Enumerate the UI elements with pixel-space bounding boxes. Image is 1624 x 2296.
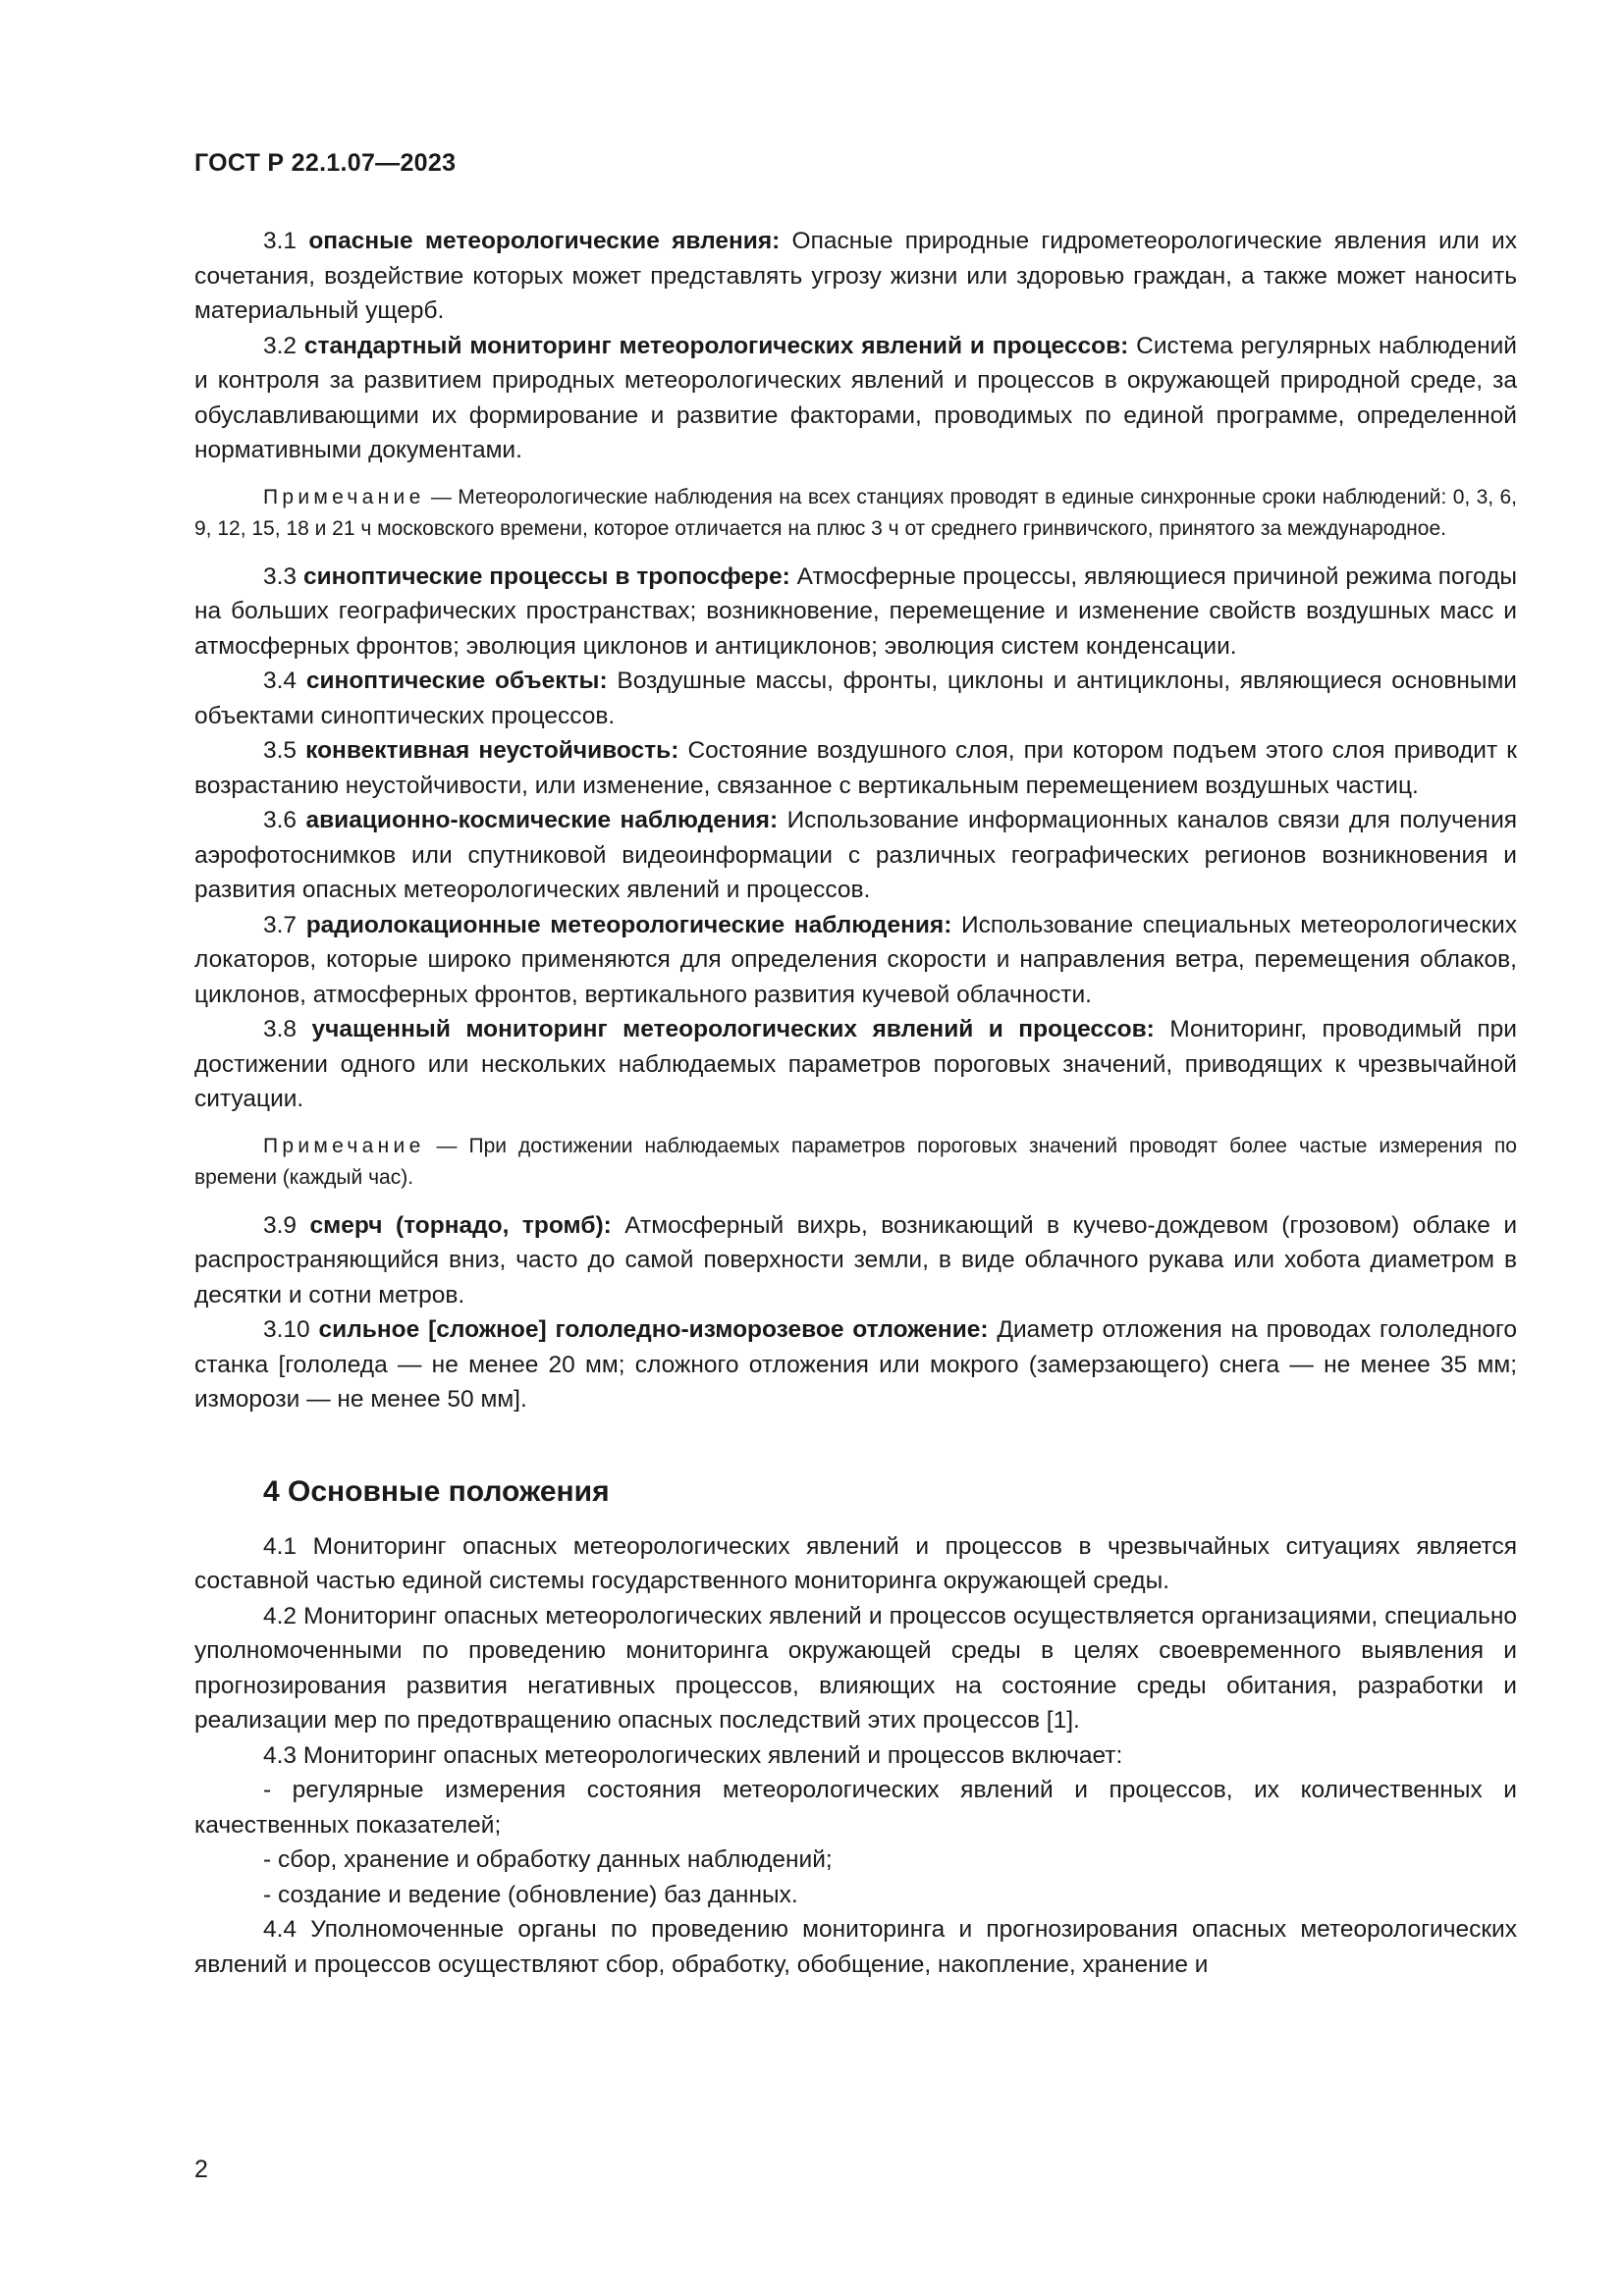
definition-term: стандартный мониторинг метеорологических явлений и процессов:	[303, 332, 1129, 359]
definition-3-9	[194, 1208, 1517, 1313]
definition-3-1	[194, 224, 1517, 329]
definition-number: 3.7	[263, 911, 298, 938]
clause-4-3: 4.3 Мониторинг опасных метеорологических явлений и процессов включает:	[263, 1741, 1123, 1769]
document-code-header: ГОСТ Р 22.1.07—2023	[194, 149, 457, 177]
definition-number: 3.1	[263, 228, 298, 254]
definition-text: Использование информационных каналов связи для получения аэрофотоснимков или спутниковой видеоинформации с различных географических регионов возникновения и развития опасных метеорологических явлений и процессов.	[194, 807, 1518, 903]
definition-text: Состояние воздушного слоя, при котором подъем этого слоя приводит к возрастанию неустойчивости, или изменение, связанное с вертикальным перемещением воздушных частиц.	[194, 737, 1517, 799]
definition-text: Диаметр отложения на проводах гололедного станка [гололеда — не менее 20 мм; сложного отложения или мокрого (замерзающего) снега — не менее 35 мм; изморози — не менее 50 мм].	[194, 1316, 1518, 1413]
definition-term: учащенный мониторинг метеорологических явлений и процессов:	[311, 1016, 1155, 1042]
definition-text: Система регулярных наблюдений и контроля за развитием природных метеорологических явлений и процессов в окружающей природной среде, за обуславливающими их формирование и развитие факторами, проводимых по единой программе, определенной нормативными документами.	[194, 332, 1517, 463]
definition-term: смерч (торнадо, тромб):	[309, 1211, 612, 1239]
definition-text: Воздушные массы, фронты, циклоны и антициклоны, являющиеся основными объектами синоптических процессов.	[194, 667, 1517, 729]
definition-term: синоптические процессы в тропосфере:	[302, 562, 790, 590]
definition-3-5	[194, 733, 1517, 803]
definition-number: 3.2	[263, 332, 298, 359]
definition-number: 3.9	[263, 1211, 298, 1239]
definition-term: синоптические объекты:	[305, 667, 608, 694]
definition-text: Атмосферный вихрь, возникающий в кучево-дождевом (грозовом) облаке и распространяющийся вниз, часто до самой поверхности земли, в виде облачного рукава или хобота диаметром в десятки и сотни метров.	[194, 1211, 1518, 1308]
definition-3-4	[194, 664, 1517, 733]
list-item: - сбор, хранение и обработку данных наблюдений;	[263, 1846, 833, 1873]
definition-3-7	[194, 908, 1517, 1013]
section-4-title: 4 Основные положения	[263, 1474, 610, 1508]
definition-text: Использование специальных метеорологических локаторов, которые широко применяются для определения скорости и направления ветра, перемещения облаков, циклонов, атмосферных фронтов, вертикального развития кучевой облачности.	[194, 911, 1517, 1008]
definition-term: конвективная неустойчивость:	[305, 737, 679, 764]
note-1	[194, 482, 1517, 546]
note-label: Примечание	[263, 485, 425, 508]
definition-term: радиолокационные метеорологические наблюдения:	[305, 911, 952, 938]
definition-3-8	[194, 1012, 1517, 1117]
definition-number: 3.8	[263, 1016, 298, 1042]
clause-4-1: 4.1 Мониторинг опасных метеорологических явлений и процессов в чрезвычайных ситуациях является составной частью единой системы государственного мониторинга окружающей среды.	[194, 1532, 1517, 1594]
definition-3-10	[194, 1312, 1517, 1417]
page-number: 2	[194, 2156, 208, 2183]
note-label: Примечание	[263, 1134, 425, 1157]
note-2	[194, 1131, 1517, 1195]
definition-term: авиационно-космические наблюдения:	[305, 807, 779, 833]
definition-3-2	[194, 329, 1517, 468]
definition-3-6	[194, 803, 1517, 908]
definition-text: Опасные природные гидрометеорологические явления или их сочетания, воздействие которых может представлять угрозу жизни или здоровью граждан, а также может наносить материальный ущерб.	[194, 228, 1517, 324]
clause-4-2: 4.2 Мониторинг опасных метеорологических явлений и процессов осуществляется организациями, специально уполномоченными по проведению мониторинга окружающей среды в целях своевременного выявления и прогнозирования развития негативных процессов, влияющих на состояние среды обитания, разработки и реализации мер по предотвращению опасных последствий этих процессов [1].	[194, 1602, 1517, 1734]
note-text: — При достижении наблюдаемых параметров пороговых значений проводят более частые измерения по времени (каждый час).	[194, 1134, 1517, 1189]
definition-text: Мониторинг, проводимый при достижении одного или нескольких наблюдаемых параметров пороговых значений, приводящих к чрезвычайной ситуации.	[194, 1016, 1517, 1112]
definition-text: Атмосферные процессы, являющиеся причиной режима погоды на больших географических пространствах; возникновение, перемещение и изменение свойств воздушных масс и атмосферных фронтов; эволюция циклонов и антициклонов; эволюция систем конденсации.	[194, 562, 1518, 660]
document-body	[194, 224, 1517, 1982]
list-item: - регулярные измерения состояния метеорологических явлений и процессов, их количественных и качественных показателей;	[194, 1777, 1517, 1839]
definition-number: 3.3	[263, 562, 298, 590]
definition-number: 3.4	[263, 667, 298, 694]
definition-number: 3.6	[263, 807, 298, 833]
definition-3-3	[194, 560, 1517, 665]
note-text: — Метеорологические наблюдения на всех станциях проводят в единые синхронные сроки наблюдений: 0, 3, 6, 9, 12, 15, 18 и 21 ч московского времени, которое отличается на плюс 3 ч от среднего гринвичского, принятого за международное.	[194, 485, 1517, 540]
definition-term: опасные метеорологические явления:	[308, 228, 781, 254]
clause-4-4: 4.4 Уполномоченные органы по проведению мониторинга и прогнозирования опасных метеорологических явлений и процессов осуществляют сбор, обработку, обобщение, накопление, хранение и	[194, 1916, 1517, 1978]
list-item: - создание и ведение (обновление) баз данных.	[263, 1881, 798, 1908]
definition-number: 3.5	[263, 737, 298, 764]
definition-term: сильное [сложное] гололедно-изморозевое отложение:	[318, 1316, 989, 1343]
definition-number: 3.10	[263, 1316, 310, 1343]
